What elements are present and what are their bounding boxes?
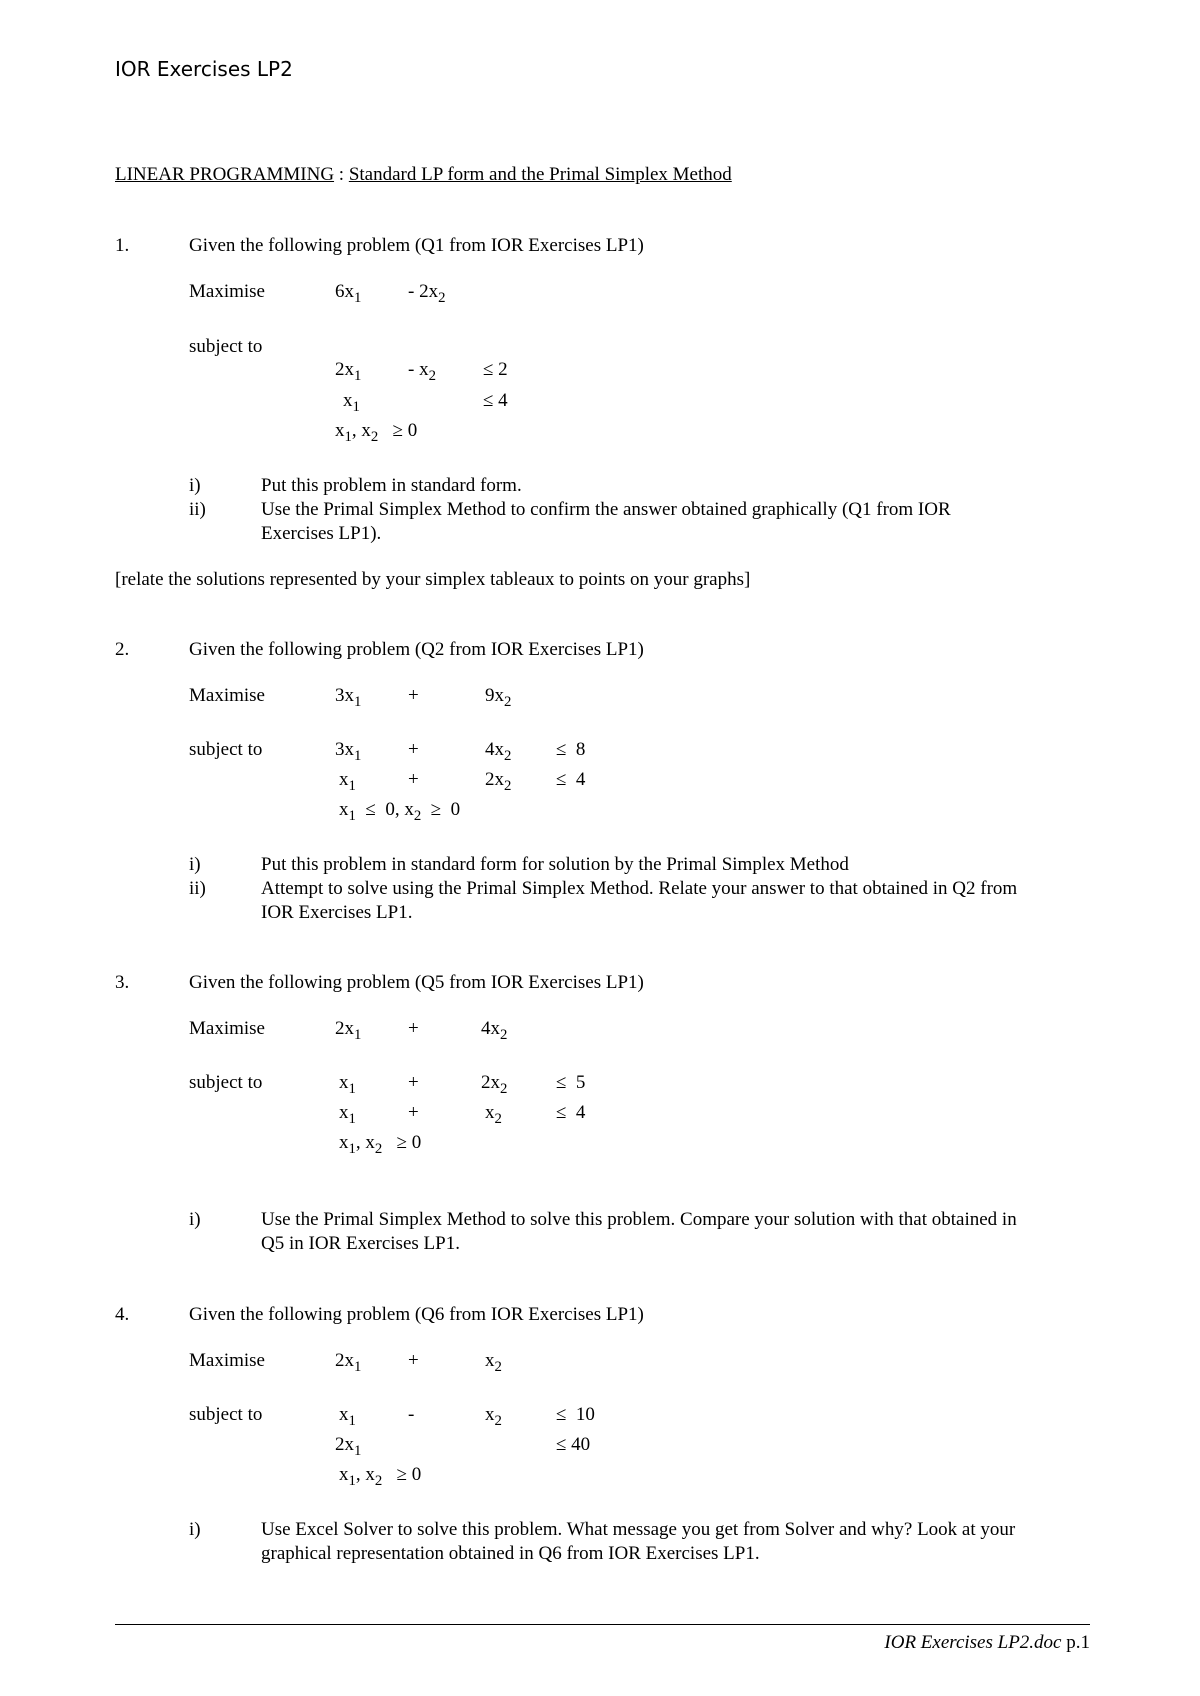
q3-constraint-2-x2: $x_2$ [485, 1102, 502, 1128]
q2-part-ii-text: Attempt to solve using the Primal Simplex Method. Relate your answer to that obtained in Q2 from [261, 878, 1018, 899]
q2-number: 2. [115, 639, 130, 660]
q2-part-ii-text-cont: IOR Exercises LP1. [261, 902, 413, 923]
q3-number: 3. [115, 972, 130, 993]
q1-maximise-label: Maximise [189, 281, 265, 302]
q1-intro: Given the following problem (Q1 from IOR Exercises LP1) [189, 235, 644, 256]
q2-objective-op: + [408, 685, 419, 706]
q3-part-i-label: i) [189, 1209, 201, 1230]
q4-part-i-label: i) [189, 1519, 201, 1540]
page-footer [884, 1633, 1090, 1652]
q2-subject-to-label: subject to [189, 739, 263, 760]
title-part-2: Standard LP form and the Primal Simplex Method [348, 164, 732, 185]
q2-intro: Given the following problem (Q2 from IOR Exercises LP1) [189, 639, 644, 660]
q3-constraint-2-op: + [408, 1102, 419, 1123]
q1-constraint-2-x1: $x_1$ [343, 390, 360, 416]
q3-objective-op: + [408, 1018, 419, 1039]
q2-constraint-1-rhs: ≤ 8 [556, 739, 586, 760]
q3-maximise-label: Maximise [189, 1018, 265, 1039]
q1-part-ii-label: ii) [189, 499, 206, 520]
q3-part-i-text-cont: Q5 in IOR Exercises LP1. [261, 1233, 460, 1254]
q4-number: 4. [115, 1304, 130, 1325]
q3-constraint-1-x2: $2x_2$ [481, 1072, 508, 1098]
q4-part-i-text: Use Excel Solver to solve this problem. What message you get from Solver and why? Look at your [261, 1519, 1016, 1540]
q2-sign-constraints: $x_1 \le 0$, $x_2 \ge 0$ [339, 799, 461, 825]
q3-constraint-1-rhs: ≤ 5 [556, 1072, 586, 1093]
q1-constraint-1-x2: - $x_2$ [408, 359, 436, 385]
q1-objective-term-2: - $2x_2$ [408, 281, 446, 307]
q2-part-ii-label: ii) [189, 878, 206, 899]
q4-constraint-1-x2: $x_2$ [485, 1404, 502, 1430]
q3-objective-term-1: $2x_1$ [335, 1018, 362, 1044]
q4-intro: Given the following problem (Q6 from IOR Exercises LP1) [189, 1304, 644, 1325]
q4-subject-to-label: subject to [189, 1404, 263, 1425]
q3-objective-term-2: $4x_2$ [481, 1018, 508, 1044]
q4-nonnegativity: $x_1$, $x_2 \ge 0$ [339, 1464, 422, 1490]
q4-constraint-1-rhs: ≤ 10 [556, 1404, 595, 1425]
q3-part-i-text: Use the Primal Simplex Method to solve this problem. Compare your solution with that obtained in [261, 1209, 1017, 1230]
q1-part-ii-text: Use the Primal Simplex Method to confirm the answer obtained graphically (Q1 from IOR [261, 499, 951, 520]
q3-constraint-1-x1: $x_1$ [339, 1072, 356, 1098]
q2-constraint-2-rhs: ≤ 4 [556, 769, 586, 790]
q3-intro: Given the following problem (Q5 from IOR Exercises LP1) [189, 972, 644, 993]
q1-objective-term-1: $6x_1$ [335, 281, 362, 307]
q1-part-ii-text-cont: Exercises LP1). [261, 523, 382, 544]
q4-part-i-text-cont: graphical representation obtained in Q6 from IOR Exercises LP1. [261, 1543, 760, 1564]
q4-objective-term-1: $2x_1$ [335, 1350, 362, 1376]
q2-objective-term-2: $9x_2$ [485, 685, 512, 711]
q4-constraint-2-rhs: ≤ 40 [556, 1434, 591, 1455]
q4-objective-op: + [408, 1350, 419, 1371]
q2-constraint-1-x1: $3x_1$ [335, 739, 362, 765]
q4-objective-term-2: $x_2$ [485, 1350, 502, 1376]
footer-page-number: p.1 [1061, 1632, 1090, 1653]
q4-constraint-1-x1: $x_1$ [339, 1404, 356, 1430]
q1-constraint-2-rhs: ≤ 4 [483, 390, 508, 411]
q4-maximise-label: Maximise [189, 1350, 265, 1371]
q2-constraint-1-x2: $4x_2$ [485, 739, 512, 765]
q1-nonnegativity: $x_1$, $x_2 \ge 0$ [335, 420, 418, 446]
q2-constraint-2-x1: $x_1$ [339, 769, 356, 795]
q1-number: 1. [115, 235, 130, 256]
q1-subject-to-label: subject to [189, 336, 263, 357]
q1-constraint-1-rhs: ≤ 2 [483, 359, 508, 380]
q3-constraint-1-op: + [408, 1072, 419, 1093]
title-part-1: LINEAR PROGRAMMING [115, 164, 335, 185]
q4-constraint-1-op: - [408, 1404, 415, 1425]
q1-part-i-text: Put this problem in standard form. [261, 475, 522, 496]
q2-constraint-2-x2: $2x_2$ [485, 769, 512, 795]
q2-part-i-text: Put this problem in standard form for solution by the Primal Simplex Method [261, 854, 849, 875]
q1-note: [relate the solutions represented by your simplex tableaux to points on your graphs] [115, 569, 751, 590]
q2-part-i-label: i) [189, 854, 201, 875]
document-title [115, 165, 732, 184]
title-separator: : [334, 164, 349, 185]
footer-filename: IOR Exercises LP2.doc [884, 1632, 1062, 1653]
q2-constraint-1-op: + [408, 739, 419, 760]
q2-maximise-label: Maximise [189, 685, 265, 706]
page-header: IOR Exercises LP2 [115, 57, 293, 81]
q1-part-i-label: i) [189, 475, 201, 496]
q3-constraint-2-x1: $x_1$ [339, 1102, 356, 1128]
q3-nonnegativity: $x_1$, $x_2 \ge 0$ [339, 1132, 422, 1158]
footer-rule [115, 1624, 1090, 1625]
q3-subject-to-label: subject to [189, 1072, 263, 1093]
q4-constraint-2-x1: $2x_1$ [335, 1434, 362, 1460]
q1-constraint-1-x1: $2x_1$ [335, 359, 362, 385]
q2-constraint-2-op: + [408, 769, 419, 790]
q3-constraint-2-rhs: ≤ 4 [556, 1102, 586, 1123]
q2-objective-term-1: $3x_1$ [335, 685, 362, 711]
